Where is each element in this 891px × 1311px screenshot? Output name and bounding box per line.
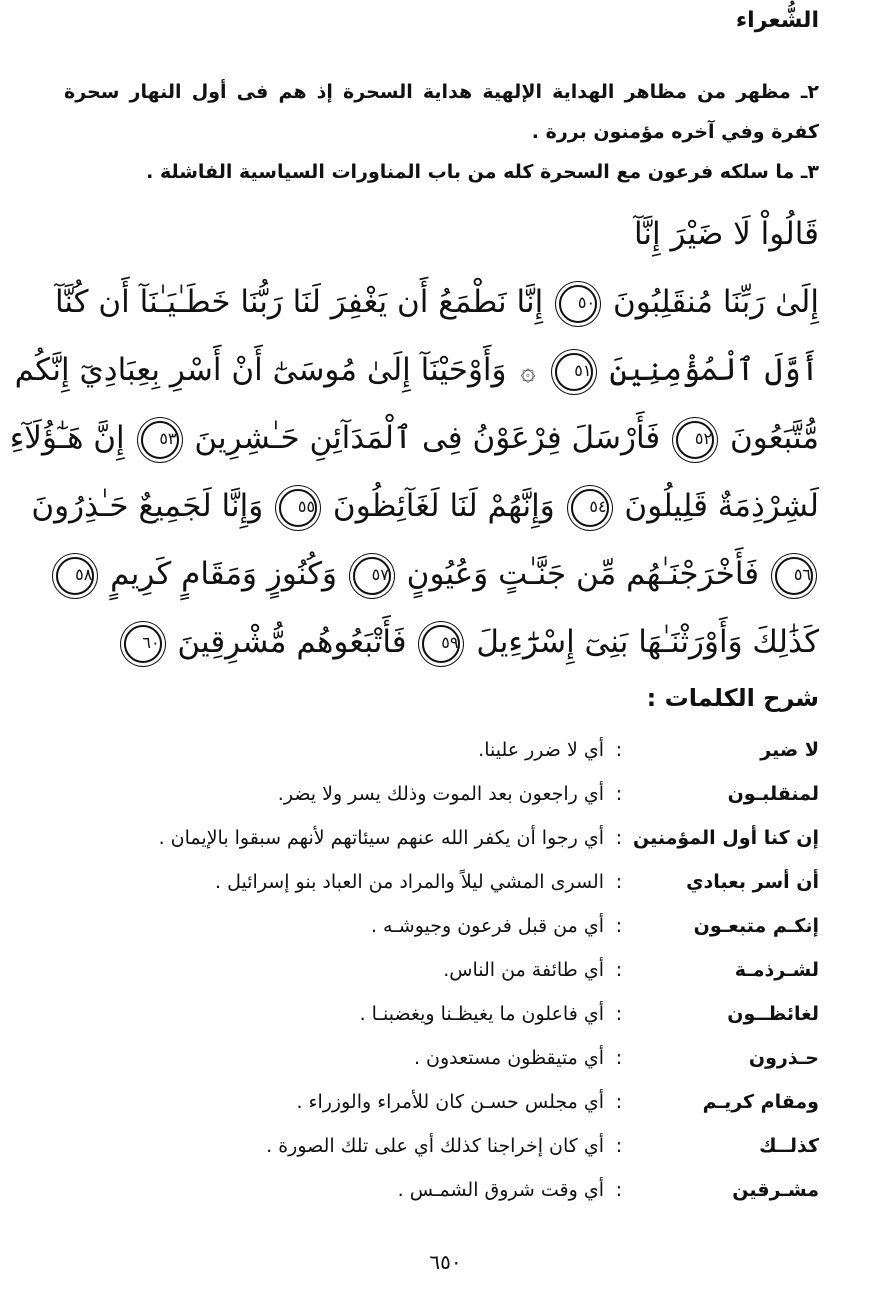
surah-header: الشُّعراء: [735, 8, 819, 33]
verse-text: إِنَّ هَـٰٓؤُلَآءِ: [9, 420, 125, 456]
glossary-colon: :: [615, 1091, 623, 1113]
glossary-colon: :: [615, 959, 623, 981]
ayah-number-marker: ٥٤: [571, 489, 609, 527]
point-item: ٣ـ ما سلكه فرعون مع السحرة كله من باب المناورات السياسية الفاشلة .: [146, 161, 819, 183]
verse-text: وَإِنَّهُمْ لَنَا لَغَآئِظُونَ: [332, 488, 555, 524]
glossary-definition: أي فاعلون ما يغيظـنا ويغضبنـا .: [359, 1003, 604, 1025]
glossary-term: لا ضير: [760, 739, 819, 761]
glossary-entry: [60, 1168, 819, 1212]
glossary-colon: :: [615, 783, 623, 805]
glossary-colon: :: [615, 827, 623, 849]
glossary-entry: [60, 948, 819, 992]
glossary-colon: :: [615, 1003, 623, 1025]
quran-line: [75, 540, 819, 608]
ayah-number-marker: ٥٣: [141, 421, 179, 459]
verse-text: إِنَّا نَطْمَعُ أَن يَغْفِرَ لَنَا رَبُّنَا خَطَـٰيَـٰنَآ أَن كُنَّآ: [54, 284, 544, 320]
quran-verses: [9, 200, 819, 676]
verse-text: أَوَّلَ ٱلْمُؤْمِنِينَ: [609, 352, 819, 388]
glossary-entry: [60, 1080, 819, 1124]
glossary-colon: :: [615, 1135, 623, 1157]
verse-text: مُّتَّبَعُونَ: [729, 420, 819, 456]
verse-text: كَذَٰلِكَ وَأَوْرَثْنَـٰهَا بَنِىٓ إِسْرَٰٓءِيلَ: [476, 624, 819, 660]
glossary-definition: أي طائفة من الناس.: [443, 959, 604, 981]
glossary-entry: [60, 1124, 819, 1168]
rub-el-hizb-icon: ۞: [520, 357, 536, 387]
verse-text: فَأَخْرَجْنَـٰهُم مِّن جَنَّـٰتٍ وَعُيُونٍ: [406, 556, 760, 592]
quran-line: [9, 404, 819, 472]
glossary-colon: :: [615, 739, 623, 761]
verse-text: وَأَوْحَيْنَآ إِلَىٰ مُوسَىٰٓ أَنْ أَسْرِ بِعِبَادِيٓ إِنَّكُم: [14, 352, 507, 388]
glossary-term: إن كنا أول المؤمنين: [633, 827, 819, 849]
glossary-term: لغائظــون: [727, 1003, 819, 1025]
glossary-list: [60, 728, 819, 1212]
glossary-term: حـذرون: [748, 1047, 819, 1069]
glossary-term: مشـرقين: [732, 1179, 819, 1201]
glossary-entry: [60, 1036, 819, 1080]
ayah-number-marker: ٦٠: [124, 625, 162, 663]
quran-line: [200, 200, 819, 268]
glossary-term: ومقام كريـم: [702, 1091, 819, 1113]
glossary-definition: أي راجعون بعد الموت وذلك يسر ولا يضر.: [277, 783, 604, 805]
glossary-definition: أي مجلس حسـن كان للأمراء والوزراء .: [296, 1091, 604, 1113]
verse-text: وَإِنَّا لَجَمِيعٌ حَـٰذِرُونَ: [31, 488, 264, 524]
page-number: ٦٥٠: [429, 1250, 462, 1274]
glossary-colon: :: [615, 915, 623, 937]
glossary-entry: [60, 728, 819, 772]
glossary-entry: [60, 860, 819, 904]
quran-line: [31, 472, 819, 540]
ayah-number-marker: ٥٥: [279, 489, 317, 527]
quran-line: [54, 268, 819, 336]
glossary-definition: أي متيقظون مستعدون .: [413, 1047, 604, 1069]
glossary-title: شرح الكلمات :: [646, 684, 819, 712]
point-item: ٢ـ مظهر من مظاهر الهداية الإلهية هداية السحرة إذ هم فى أول النهار سحرة كفرة وفي آخره مؤمنون بررة .: [64, 81, 819, 143]
glossary-colon: :: [615, 871, 623, 893]
glossary-definition: أي من قبل فرعون وجيوشـه .: [370, 915, 604, 937]
quran-line: [14, 336, 819, 404]
verse-text: فَأَرْسَلَ فِرْعَوْنُ فِى ٱلْمَدَآئِنِ حَـٰشِرِينَ: [194, 420, 661, 456]
ayah-number-marker: ٥٦: [775, 557, 813, 595]
verse-text: إِلَىٰ رَبِّنَا مُنقَلِبُونَ: [612, 284, 819, 320]
glossary-entry: [60, 772, 819, 816]
glossary-term: كذلــك: [759, 1135, 819, 1157]
glossary-definition: أي كان إخراجنا كذلك أي على تلك الصورة .: [266, 1135, 604, 1157]
ayah-number-marker: ٥١: [555, 353, 593, 391]
ayah-number-marker: ٥٩: [422, 625, 460, 663]
verse-text: لَشِرْذِمَةٌ قَلِيلُونَ: [624, 488, 819, 524]
quran-line: [142, 608, 819, 676]
verse-text: فَأَتْبَعُوهُم مُّشْرِقِينَ: [177, 624, 407, 660]
ayah-number-marker: ٥٧: [353, 557, 391, 595]
glossary-colon: :: [615, 1179, 623, 1201]
glossary-definition: أي رجوا أن يكفر الله عنهم سيئاتهم لأنهم سبقوا بالإيمان .: [158, 827, 604, 849]
glossary-colon: :: [615, 1047, 623, 1069]
verse-text: وَكُنُوزٍ وَمَقَامٍ كَرِيمٍ: [110, 556, 337, 592]
glossary-definition: أي وقت شروق الشمـس .: [397, 1179, 604, 1201]
glossary-term: إنكـم متبعـون: [693, 915, 819, 937]
ayah-number-marker: ٥٠: [559, 285, 597, 323]
glossary-term: أن أسر بعبادي: [686, 871, 819, 893]
glossary-entry: [60, 816, 819, 860]
ayah-number-marker: ٥٨: [56, 557, 94, 595]
glossary-term: لشـرذمـة: [734, 959, 819, 981]
ayah-number-marker: ٥٢: [676, 421, 714, 459]
lesson-points: [64, 72, 819, 192]
glossary-definition: أي لا ضرر علينا.: [478, 739, 604, 761]
glossary-entry: [60, 992, 819, 1036]
verse-text: قَالُواْ لَا ضَيْرَ إِنَّآ: [633, 216, 819, 252]
glossary-entry: [60, 904, 819, 948]
glossary-term: لمنقلبـون: [727, 783, 819, 805]
glossary-definition: السرى المشي ليلاً والمراد من العباد بنو إسرائيل .: [215, 871, 604, 893]
